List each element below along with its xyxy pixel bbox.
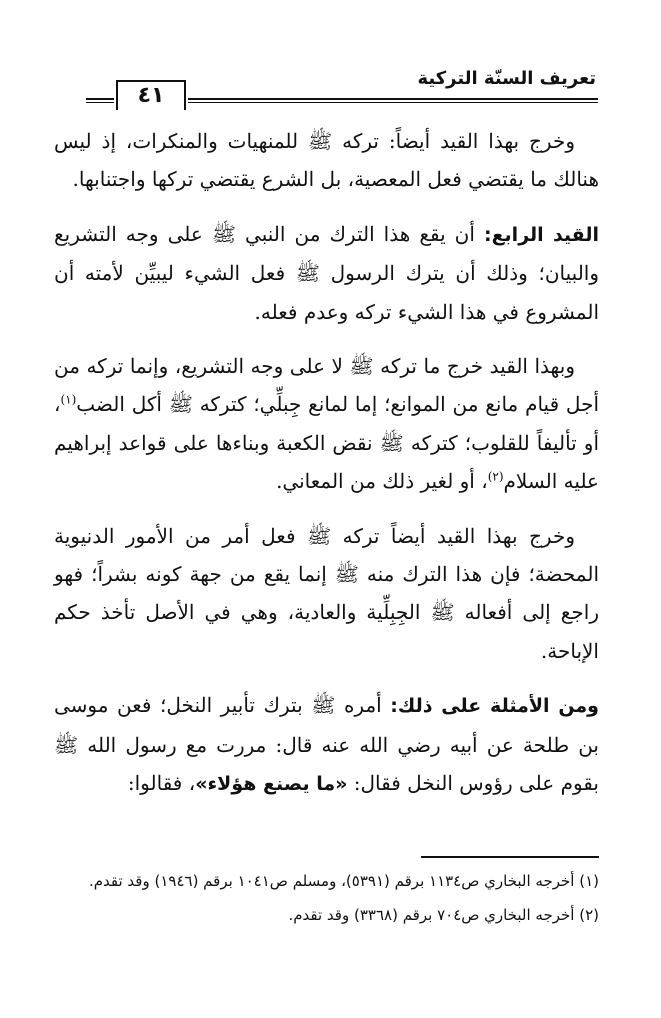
- paragraph-2-heading: القيد الرابع:: [483, 223, 600, 246]
- footnotes: [54, 866, 599, 934]
- header-rule-left: [86, 98, 114, 103]
- paragraph-4-text: وخرج بهذا القيد أيضاً تركه ﷺ فعل أمر من الأمور الدنيوية المحضة؛ فإن هذا الترك منه ﷺ إنما يقع من جهة كونه بشراً؛ فهو راجع إلى أفعاله ﷺ الجِبِلِّية والعادية، وهي في الأصل تأخذ حكم الإباحة.: [54, 523, 599, 663]
- footnote-2: (٢) أخرجه البخاري ص٧٠٤ برقم (٣٣٦٨) وقد تقدم.: [288, 906, 599, 924]
- paragraph-5-text-a: أمره ﷺ بترك تأبير النخل؛ فعن موسى بن طلحة عن أبيه رضي الله عنه قال: مررت مع رسول الله ﷺ بقوم على رؤوس النخل فقال:: [54, 693, 599, 796]
- page-number: ٤١: [137, 83, 165, 108]
- paragraph-2: [54, 215, 599, 331]
- paragraph-3: [54, 347, 599, 501]
- footnote-ref-1[interactable]: (١): [60, 392, 77, 407]
- main-text: [54, 122, 599, 820]
- paragraph-4: [54, 517, 599, 671]
- paragraph-2-text: أن يقع هذا الترك من النبي ﷺ على وجه التشريع والبيان؛ وذلك أن يترك الرسول ﷺ فعل الشيء ليبيِّن لأمته أن المشروع في هذا الشيء تركه وعدم فعله.: [54, 221, 599, 324]
- paragraph-5-text-b: ، فقالوا:: [127, 771, 196, 796]
- hadith-quote: «ما يصنع هؤلاء»: [195, 773, 348, 796]
- paragraph-3-text-a: وبهذا القيد خرج ما تركه ﷺ لا على وجه التشريع، وإنما تركه من أجل قيام مانع من الموانع؛ إما لمانع جِبلِّي؛ كتركه ﷺ أكل الضب: [54, 354, 599, 417]
- header-rule: [188, 98, 598, 103]
- footnote-ref-2[interactable]: (٢): [487, 469, 504, 484]
- paragraph-1: [54, 122, 599, 199]
- page-header: [86, 60, 598, 112]
- footnote-separator: [421, 856, 599, 858]
- paragraph-5: [54, 686, 599, 803]
- paragraph-3-text-b: ، أو تأليفاً للقلوب؛ كتركه ﷺ نقض الكعبة وبناءها على قواعد إبراهيم عليه السلام: [54, 392, 599, 494]
- paragraph-5-heading: ومن الأمثلة على ذلك:: [390, 695, 599, 718]
- page-number-box: [116, 80, 186, 110]
- paragraph-1-text: وخرج بهذا القيد أيضاً: تركه ﷺ للمنهيات والمنكرات، إذ ليس هنالك ما يقتضي فعل المعصية، بل الشرع يقتضي تركها واجتنابها.: [54, 129, 599, 192]
- paragraph-3-text-c: ، أو لغير ذلك من المعاني.: [276, 469, 488, 494]
- running-title: تعريف السنّة التركية: [417, 68, 596, 89]
- footnote-1: (١) أخرجه البخاري ص١١٣٤ برقم (٥٣٩١)، ومسلم ص١٠٤١ برقم (١٩٤٦) وقد تقدم.: [88, 872, 599, 890]
